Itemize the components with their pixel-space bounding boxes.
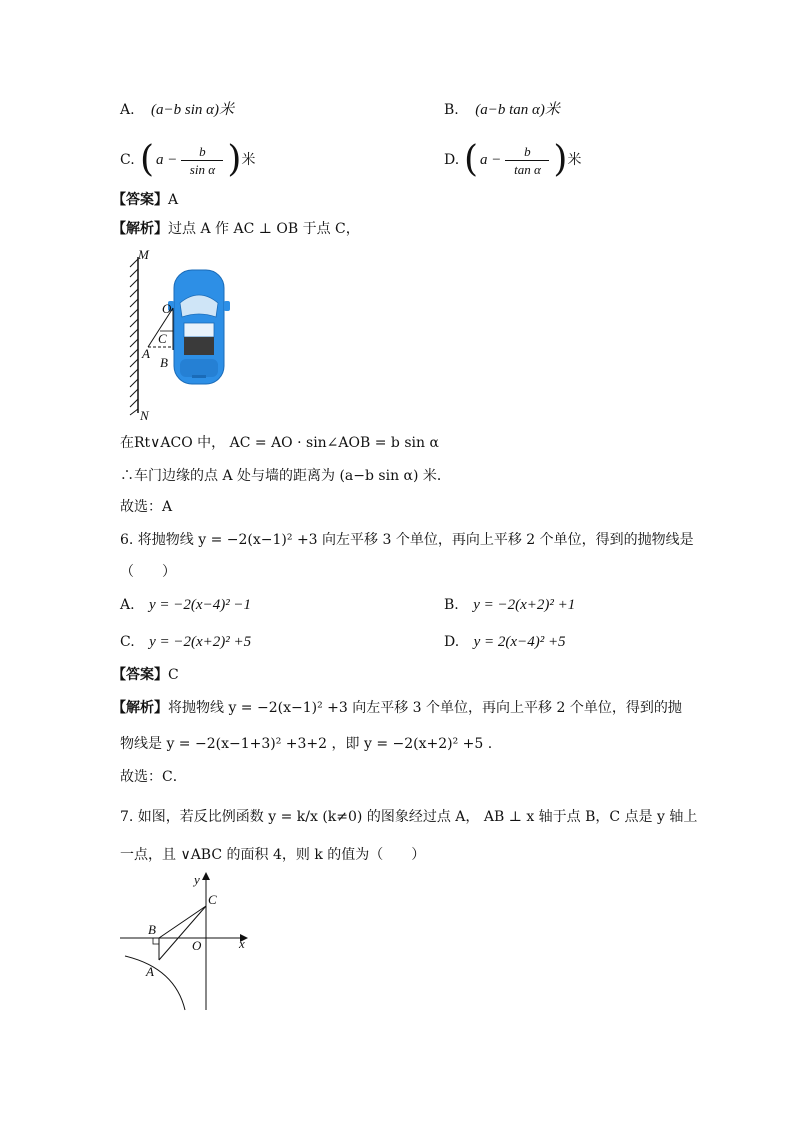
q6-choice: 故选：C． xyxy=(120,769,187,785)
analysis-tag: 【解析】 xyxy=(112,221,168,237)
option-c-label: C. xyxy=(120,152,135,168)
option-a-text: (a−b sin α)米 xyxy=(151,102,235,118)
label-b: B xyxy=(160,355,168,370)
label-y: y xyxy=(194,872,200,887)
car-wall-figure xyxy=(118,245,238,425)
y-axis-arrow-icon xyxy=(202,872,210,880)
answer-tag: 【答案】 xyxy=(112,192,168,208)
option-a xyxy=(120,103,234,118)
q7-stem-line1: 7. 如图，若反比例函数 y = k/x (k≠0) 的图象经过点 A， AB ⊥ x 轴于点 B，C 点是 y 轴上 xyxy=(120,809,698,825)
answer-value: A xyxy=(168,192,179,208)
q6-analysis-line1: 【解析】将抛物线 y = −2(x−1)² +3 向左平移 3 个单位，再向上平移 2 个单位，得到的抛 xyxy=(112,700,682,716)
option-c-fraction: b sin α xyxy=(181,145,223,176)
label-origin: O xyxy=(192,938,202,953)
wall-hatching xyxy=(130,259,138,415)
option-b-text: (a−b tan α)米 xyxy=(475,102,560,118)
q6-analysis-line2: 物线是 y = −2(x−1+3)² +3+2 ，即 y = −2(x+2)² +5 . xyxy=(120,736,493,752)
q5-answer xyxy=(112,193,178,207)
option-d-prefix: a − xyxy=(480,151,502,168)
label-n: N xyxy=(140,408,149,423)
q5-analysis-line1: 【解析】过点 A 作 AC ⊥ OB 于点 C， xyxy=(112,221,360,237)
option-a-label: A. xyxy=(120,102,135,118)
label-x: x xyxy=(239,936,245,951)
car-icon xyxy=(168,270,230,384)
q6-option-c: C. y = −2(x+2)² +5 xyxy=(120,634,252,650)
inverse-function-figure xyxy=(115,868,260,1013)
label-m: M xyxy=(138,247,149,262)
label-c: C xyxy=(158,331,167,346)
option-b xyxy=(444,103,560,118)
label-o: O xyxy=(162,301,172,316)
right-angle-mark xyxy=(153,938,159,944)
q6-option-d: D. y = 2(x−4)² +5 xyxy=(444,634,566,650)
q6-option-b: B. y = −2(x+2)² +1 xyxy=(444,597,576,613)
label-c: C xyxy=(208,892,217,907)
label-b: B xyxy=(148,922,156,937)
q6-stem-line1: 6. 将抛物线 y = −2(x−1)² +3 向左平移 3 个单位，再向上平移 2 个单位，得到的抛物线是 xyxy=(120,532,694,548)
q6-stem-line2: （ ） xyxy=(120,564,176,580)
q5-analysis-line3: ∴车门边缘的点 A 处与墙的距离为 (a−b sin α) 米． xyxy=(120,468,451,484)
option-c-prefix: a − xyxy=(156,151,178,168)
option-d-label: D. xyxy=(444,152,460,168)
option-d-expr: ( a − b tan α ) 米 xyxy=(464,139,582,180)
hyperbola-curve xyxy=(125,956,185,1010)
q6-option-a: A. y = −2(x−4)² −1 xyxy=(120,597,252,613)
label-a: A xyxy=(146,964,154,979)
q5-choice: 故选：A xyxy=(120,499,173,515)
q6-answer: 【答案】C xyxy=(112,667,179,683)
q7-stem-line2: 一点，且 ∨ABC 的面积 4，则 k 的值为（ ） xyxy=(120,847,426,863)
option-c-expr: ( a − b sin α ) 米 xyxy=(140,139,256,180)
option-b-label: B. xyxy=(444,102,459,118)
option-d-fraction: b tan α xyxy=(505,145,549,176)
label-a: A xyxy=(142,346,150,361)
q5-analysis-line2: 在Rt∨ACO 中， AC = AO · sin∠AOB = b sin α xyxy=(120,435,439,451)
